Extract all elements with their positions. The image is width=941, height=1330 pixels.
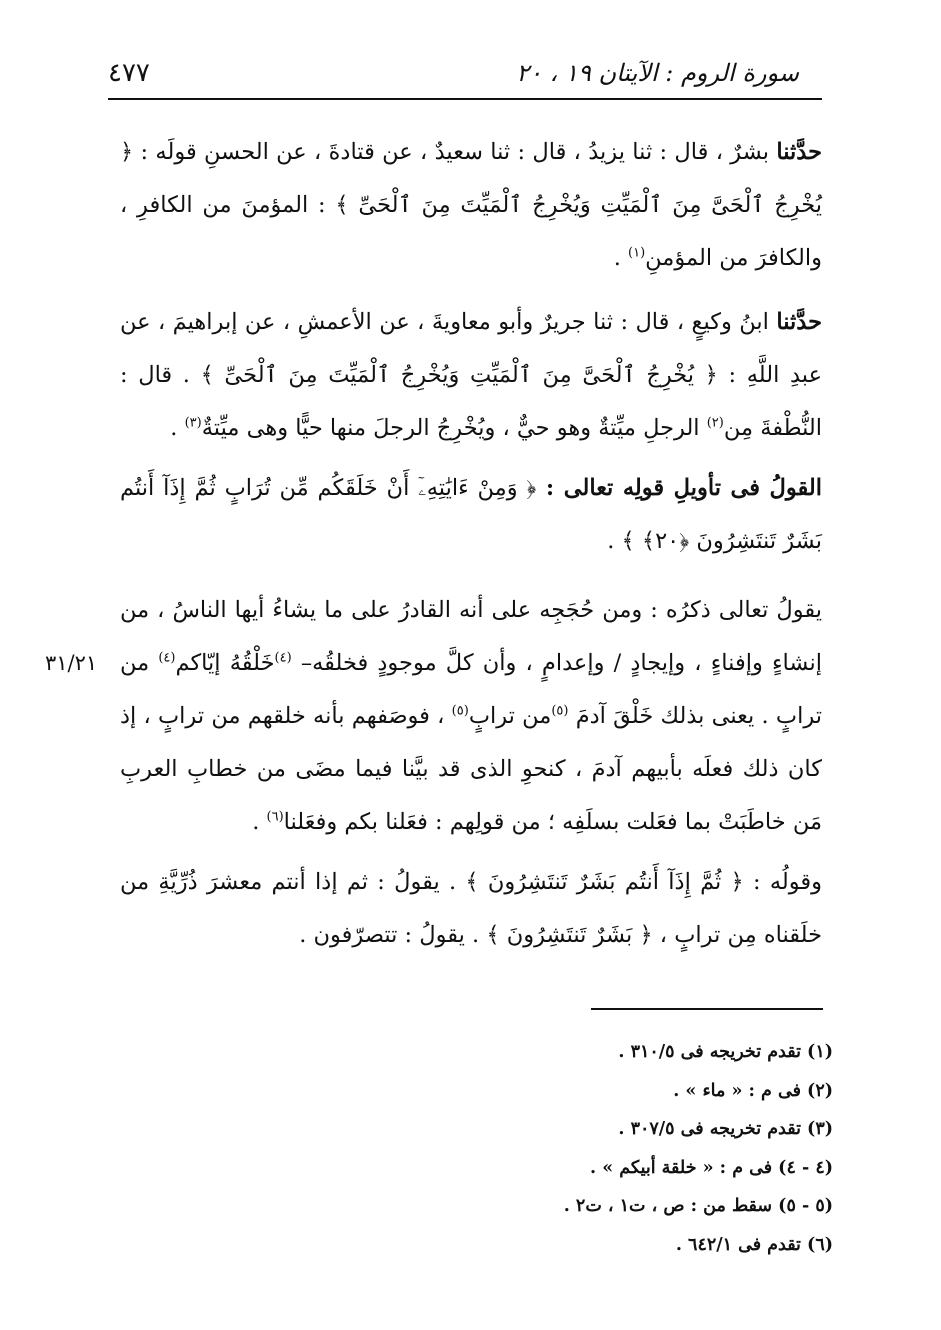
quran-quote: ﴿ يُخْرِجُ ٱلْحَىَّ مِنَ ٱلْمَيِّتِ وَيُخْرِجُ ٱلْمَيِّتَ مِنَ ٱلْحَىِّ ﴾ <box>120 139 822 218</box>
commentary-text: : المؤمنَ من الكافرِ ، والكافرَ من المؤمنِ <box>120 192 822 271</box>
sentence-end: . <box>170 415 185 441</box>
commentary-text: الرجلِ ميِّتةٌ وهو حيٌّ ، ويُخْرِجُ الرجلَ منها حيًّا وهى ميِّتةٌ <box>201 415 707 441</box>
footnote-item: (٦) تقدم فى ٦٤٢/١ . <box>675 1234 833 1255</box>
footnote-item: (٢) فى م : « ماء » . <box>673 1080 833 1101</box>
heading-label: القولُ فى تأويلِ قولِه تعالى : <box>536 475 822 501</box>
footnote-marker: (٤) <box>274 650 292 666</box>
footnote-item: (٤ - ٤) فى م : « خلقة أبيكم » . <box>590 1157 833 1178</box>
quran-quote: ﴿ ثُمَّ إِذَآ أَنتُم بَشَرٌ تَنتَشِرُونَ ﴾ <box>465 869 744 895</box>
hadith-lead: حدَّثنا <box>776 139 822 165</box>
hadith-lead: حدَّثنا <box>776 309 822 335</box>
paragraph-2 <box>120 296 822 455</box>
sentence-end: . <box>607 528 622 554</box>
footnote-marker: (٤) <box>158 650 176 666</box>
running-header: سورة الروم : الآيتان ١٩ ، ٢٠ <box>516 59 799 87</box>
commentary-text: ، فوصَفهم بأنه خلقهم من ترابٍ ، إذ كان ذلك فعلَه بأبيهم آدمَ ، كنحوِ الذى قد بيَّنا فيما مضَى من خطابِ العربِ مَن خاطَبَتْ بما فعَلت بسلَفِه ؛ من قولِهم : فعَلنا بكم وفعَلنا <box>120 703 822 835</box>
footnote-marker: (٢) <box>706 415 724 431</box>
footnote-marker: (٥) <box>451 703 469 719</box>
margin-reference: ٣١/٢١ <box>45 651 98 675</box>
paragraph-1 <box>120 126 822 285</box>
footnote-divider <box>591 1008 823 1010</box>
footnotes <box>233 1033 833 1264</box>
footnote-item: (١) تقدم تخريجه فى ٣١٠/٥ . <box>618 1042 833 1062</box>
paragraph-4 <box>120 856 822 962</box>
header-divider <box>108 98 822 100</box>
isnad-text: ابنُ وكيعٍ ، قال : ثنا جريرٌ وأبو معاويةَ ، عن الأعمشِ ، عن إبراهيمَ ، عن عبدِ اللَّهِ : <box>120 309 823 388</box>
commentary-text: يقولُ تعالى ذكرُه : ومن حُجَجِه على أنه القادرُ على ما يشاءُ أيها الناسُ ، من إنشاءٍ وإفناءٍ ، وإيجادٍ / وإعدامٍ ، وأن كلَّ موجودٍ فخلقُه– <box>120 597 822 676</box>
commentary-text: من ترابٍ <box>468 703 552 729</box>
sentence-end: . <box>252 809 267 835</box>
footnote-marker: (٦) <box>266 809 284 825</box>
footnote-item: (٥ - ٥) سقط من : ص ، ت١ ، ت٢ . <box>563 1196 833 1216</box>
commentary-text: . قال : النُّطْفةَ مِن <box>120 362 822 441</box>
isnad-text: بشرٌ ، قال : ثنا يزيدُ ، قال : ثنا سعيدٌ ، عن قتادةَ ، عن الحسنِ قولَه : <box>133 139 777 165</box>
commentary-text: وقولُه : <box>743 869 822 895</box>
footnote-marker: (٣) <box>184 415 202 431</box>
quran-quote: ﴿ يُخْرِجُ ٱلْحَىَّ مِنَ ٱلْمَيِّتِ وَيُخْرِجُ ٱلْمَيِّتَ مِنَ ٱلْحَىِّ ﴾ <box>200 362 718 388</box>
commentary-text: . يقولُ : تتصرّفون . <box>299 922 487 948</box>
section-heading <box>120 462 822 568</box>
quran-quote: ﴿ وَمِنْ ءَايَٰتِهِۦٓ أَنْ خَلَقَكُم مِّن تُرَابٍ ثُمَّ إِذَآ أَنتُم بَشَرٌ تَنتَشِرُونَ ﴿٢٠﴾ ﴾ <box>120 475 822 554</box>
sentence-end: . <box>613 245 629 271</box>
page-number: ٤٧٧ <box>108 58 150 88</box>
commentary-text: خَلْقُهُ إيّاكم <box>175 650 275 676</box>
paragraph-3 <box>120 584 822 849</box>
footnote-marker: (١) <box>628 245 646 261</box>
commentary-text: من ترابٍ . يعنى بذلك خَلْقَ آدمَ <box>120 650 822 729</box>
footnote-marker: (٥) <box>551 703 569 719</box>
commentary-text: . يقولُ : ثم إذا أنتم معشرَ ذُرِّيَّةِ من خلَقناه مِن ترابٍ ، <box>120 869 822 948</box>
footnote-item: (٣) تقدم تخريجه فى ٣٠٧/٥ . <box>618 1119 833 1139</box>
quran-quote: ﴿ بَشَرٌ تَنتَشِرُونَ ﴾ <box>486 922 653 948</box>
